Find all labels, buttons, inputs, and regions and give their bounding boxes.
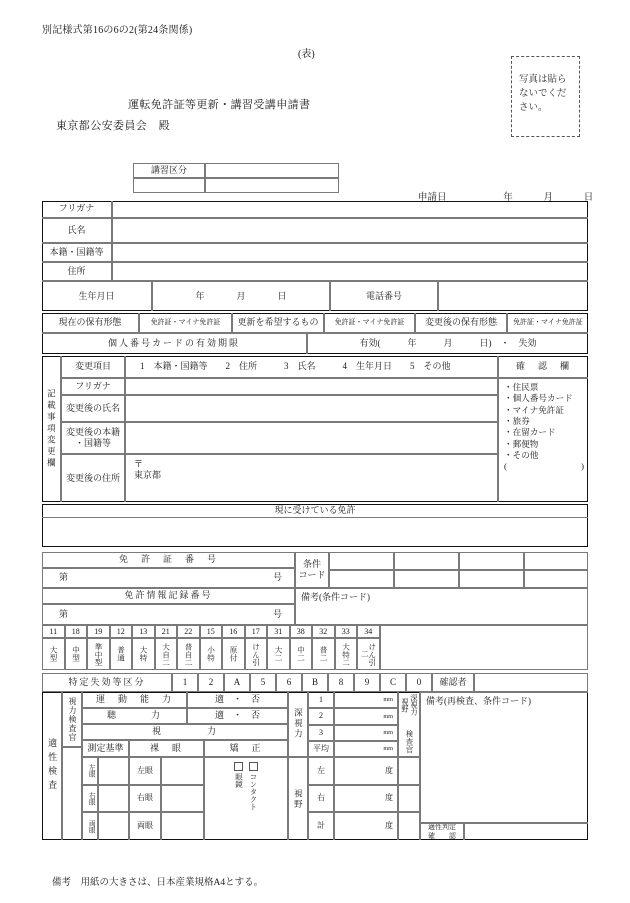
license-code-name[interactable]	[335, 638, 358, 670]
photo-placeholder: 写真は貼らないでください。	[511, 56, 580, 137]
license-code-name-text: 普自二	[184, 642, 194, 666]
license-code-name-text: 大特	[139, 646, 149, 662]
hearing-value[interactable]: 適 ・ 否	[187, 708, 288, 724]
lapse-category-label: 特定失効等区分	[42, 673, 172, 692]
license-code-name-text: 中型	[71, 646, 81, 662]
license-code-number: 17	[245, 625, 268, 638]
hearing-label: 聴 力	[82, 708, 187, 724]
license-code-name[interactable]	[110, 638, 133, 670]
license-code-blank-area[interactable]	[380, 625, 589, 670]
lapse-category-value[interactable]: 1	[172, 673, 198, 692]
phone-label: 電話番号	[330, 281, 438, 311]
field-row-unit: 度	[385, 793, 393, 803]
license-code-number: 21	[155, 625, 178, 638]
license-code-name-text: 普通	[116, 646, 126, 662]
vision-examiner-text: 視力検査官	[68, 696, 77, 742]
license-code-number: 32	[312, 625, 335, 638]
name-label: 氏名	[42, 218, 112, 243]
postal-mark: 〒	[134, 459, 144, 469]
condition-code-cell-6[interactable]	[394, 570, 459, 588]
license-code-number: 11	[42, 625, 65, 638]
confirmer-label: 確認者	[432, 673, 474, 692]
license-code-number: 38	[290, 625, 313, 638]
renew-wish-label: 更新を希望するもの	[232, 313, 324, 333]
aptitude-remarks[interactable]: 備考(再検査、条件コード)	[420, 692, 588, 823]
confirmer-input[interactable]	[474, 673, 588, 692]
license-code-number: 16	[222, 625, 245, 638]
change-section-vertical-text: 記載事項変更欄	[46, 388, 57, 470]
addressee: 東京都公安委員会 殿	[56, 120, 170, 132]
corrected-eye-label: 矯 正	[204, 740, 288, 757]
condition-code-line1: 条件	[302, 558, 321, 569]
depth-row-value[interactable]	[334, 741, 398, 757]
aptitude-judgement-label	[420, 823, 464, 840]
depth-row-label: 平均	[308, 741, 334, 757]
naked-eye-row-label: 両眼	[129, 812, 161, 840]
license-code-name-text: 普二	[319, 646, 329, 662]
condition-code-cell-2[interactable]	[394, 552, 459, 570]
birth-month: 月	[236, 290, 246, 301]
naked-eye-row-label: 右眼	[129, 785, 161, 813]
condition-code-cell-4[interactable]	[524, 552, 588, 570]
vision-aid-checkboxes[interactable]	[204, 757, 288, 840]
visual-field-label	[288, 757, 308, 840]
vision-label: 視 力	[82, 724, 288, 740]
lapse-category-value[interactable]: 0	[406, 673, 432, 692]
after-change-holding-value[interactable]: 免許証・マイナ免許証	[507, 313, 588, 333]
lapse-category-value[interactable]: 5	[250, 673, 276, 692]
address-label: 住所	[42, 262, 112, 281]
motor-ability-value[interactable]: 適 ・ 否	[187, 692, 288, 708]
depth-field-examiner-line1: 深視力	[410, 694, 418, 716]
confirm-paren-close: )	[581, 461, 584, 472]
confirm-paren-open: (	[504, 461, 507, 472]
aptitude-vertical-label	[42, 692, 62, 840]
field-row-value[interactable]	[334, 812, 398, 840]
condition-code-label	[295, 552, 329, 588]
motor-ability-label: 運 動 能 力	[82, 692, 187, 708]
lapse-category-value[interactable]: B	[302, 673, 328, 692]
field-row-value[interactable]	[334, 785, 398, 813]
current-holding-label: 現在の保有形態	[42, 313, 139, 333]
standard-eye-label	[82, 812, 98, 840]
field-row-label: 左	[308, 757, 334, 785]
course-category-label: 講習区分	[133, 163, 205, 178]
measure-standard-label: 測定基準	[82, 740, 129, 757]
change-furigana-input[interactable]	[125, 378, 498, 395]
condition-code-cell-3[interactable]	[459, 552, 524, 570]
license-number-label: 免 許 証 番 号	[42, 552, 295, 568]
change-furigana-label: フリガナ	[61, 378, 125, 395]
course-category-sub-right[interactable]	[205, 178, 339, 193]
license-code-number: 15	[200, 625, 223, 638]
standard-eye-label-text: 両眼	[87, 819, 95, 834]
confirm-item-juminhyo: ・住民票	[504, 382, 539, 392]
contact-label: コンタクト	[248, 773, 258, 811]
license-code-name-text: 小特	[206, 646, 216, 662]
standard-eye-value[interactable]	[98, 757, 129, 785]
condition-code-cell-5[interactable]	[329, 570, 394, 588]
change-new-address-input[interactable]	[125, 454, 498, 502]
change-new-name-input[interactable]	[125, 395, 498, 422]
visual-field-text: 視野	[293, 788, 304, 810]
address-input[interactable]	[112, 262, 588, 281]
confirm-item-residence-card: ・在留カード	[504, 427, 556, 438]
license-code-number: 18	[65, 625, 88, 638]
vision-examiner-label	[62, 692, 82, 747]
standard-eye-value[interactable]	[98, 812, 129, 840]
page-title: 運転免許証等更新・講習受講申請書	[128, 99, 311, 111]
aptitude-judgement-line2: 確 認	[428, 832, 456, 840]
license-number-suffix: 号	[272, 572, 282, 583]
license-code-name[interactable]	[245, 638, 268, 670]
course-category-value[interactable]	[205, 163, 339, 178]
apply-date-day: 日	[583, 193, 594, 203]
naked-eye-row-value[interactable]	[161, 785, 204, 813]
license-code-name[interactable]	[132, 638, 155, 670]
depth-vision-text: 深視力	[293, 708, 304, 740]
honseki-input[interactable]	[112, 243, 588, 262]
birth-day: 日	[277, 290, 287, 301]
name-input[interactable]	[112, 218, 588, 243]
depth-row-unit: mm	[383, 728, 393, 736]
confirm-items-list[interactable]	[498, 378, 588, 502]
honseki-label: 本籍・国籍等	[42, 243, 112, 262]
confirm-other-parens	[504, 461, 588, 472]
license-code-name-text: 大特二	[341, 642, 351, 666]
renew-wish-value[interactable]: 免許証・マイナ免許証	[324, 313, 415, 333]
field-examiner-input[interactable]	[398, 757, 420, 785]
depth-row-unit: mm	[383, 745, 393, 752]
license-code-number: 12	[110, 625, 133, 638]
naked-eye-row-label: 左眼	[129, 757, 161, 785]
license-code-name[interactable]	[177, 638, 200, 670]
field-row-label: 計	[308, 812, 334, 840]
apply-date-year: 年	[503, 193, 513, 203]
change-item-label: 変更項目	[61, 356, 125, 378]
depth-row-label: 3	[308, 725, 334, 741]
license-code-name[interactable]	[87, 638, 110, 670]
license-code-name-text: けん引	[251, 642, 261, 666]
license-code-number: 34	[357, 625, 380, 638]
depth-field-examiner-label	[398, 692, 420, 757]
license-code-number: 13	[132, 625, 155, 638]
aptitude-judgement-input[interactable]	[464, 823, 588, 840]
current-holding-value[interactable]: 免許証・マイナ免許証	[139, 313, 232, 333]
confirm-item-mynumber-card: ・個人番号カード	[504, 393, 573, 404]
field-examiner-input[interactable]	[398, 785, 420, 813]
license-code-name[interactable]	[42, 638, 65, 670]
confirm-item-mail: ・郵便物	[504, 438, 539, 449]
license-code-name[interactable]	[357, 638, 380, 670]
license-code-name-text: 大型	[49, 646, 59, 662]
change-new-honseki-line1: 変更後の本籍	[65, 426, 120, 437]
depth-row-label: 2	[308, 708, 334, 724]
license-number-prefix: 第	[59, 572, 69, 583]
depth-vision-label	[288, 692, 308, 757]
license-code-name-text: 中二	[296, 646, 306, 662]
course-category-sub-left[interactable]	[133, 178, 205, 193]
license-code-name[interactable]	[65, 638, 88, 670]
license-code-number: 31	[267, 625, 290, 638]
depth-row-value[interactable]	[334, 725, 398, 741]
license-code-name[interactable]	[267, 638, 290, 670]
mynumber-expiry-value[interactable]: 有効( 年 月 日) ・ 失効	[307, 333, 588, 354]
phone-input[interactable]	[438, 281, 588, 311]
aptitude-vertical-text: 適性検査	[47, 738, 58, 794]
license-record-prefix: 第	[59, 608, 69, 619]
lapse-category-value[interactable]: 8	[328, 673, 354, 692]
license-code-name[interactable]	[200, 638, 223, 670]
confirm-item-other: ・その他	[504, 450, 539, 461]
depth-field-examiner-line2: 視野	[401, 697, 409, 712]
license-code-name-text: 原付	[229, 646, 239, 662]
field-row-value[interactable]	[334, 757, 398, 785]
license-code-name[interactable]	[222, 638, 245, 670]
standard-eye-label-text: 左眼	[87, 764, 95, 778]
change-new-honseki-input[interactable]	[125, 422, 498, 454]
condition-code-remarks[interactable]: 備考(条件コード)	[295, 588, 588, 625]
depth-row-value[interactable]	[334, 708, 398, 724]
condition-code-cell-8[interactable]	[524, 570, 588, 588]
standard-eye-label-text: 右眼	[87, 791, 95, 805]
condition-code-cell-7[interactable]	[459, 570, 524, 588]
glasses-label: 眼鏡	[234, 773, 244, 788]
lapse-category-value[interactable]: C	[380, 673, 406, 692]
face-mark: (表)	[298, 49, 315, 60]
change-new-name-label: 変更後の氏名	[61, 395, 125, 422]
confirm-item-passport: ・旅券	[504, 416, 530, 427]
depth-field-examiner-line3: 検査官	[405, 730, 414, 755]
birthdate-input[interactable]	[152, 281, 330, 311]
field-row-label: 右	[308, 785, 334, 813]
confirm-column-label: 確 認 欄	[498, 356, 588, 378]
license-code-name-text: 大二	[274, 646, 284, 662]
depth-row-unit: mm	[383, 712, 393, 720]
license-code-number: 22	[177, 625, 200, 638]
lapse-category-value[interactable]: A	[224, 673, 250, 692]
apply-date-month: 月	[543, 193, 554, 203]
naked-eye-row-value[interactable]	[161, 812, 204, 840]
contact-checkbox-group[interactable]	[249, 762, 258, 811]
field-row-unit: 度	[385, 821, 393, 831]
vision-examiner-input[interactable]	[62, 747, 82, 840]
furigana-label: フリガナ	[42, 201, 112, 218]
apply-date-label: 申請日	[418, 193, 447, 203]
lapse-category-value[interactable]: 2	[198, 673, 224, 692]
lapse-category-value[interactable]: 9	[354, 673, 380, 692]
license-code-name-text: 大自二	[161, 642, 171, 666]
current-licenses-title: 現に受けている免許	[42, 504, 588, 518]
current-licenses-input[interactable]	[42, 518, 588, 547]
footer-note: 備考 用紙の大きさは、日本産業規格A4とする。	[52, 878, 264, 888]
depth-row-unit: mm	[383, 695, 393, 703]
license-code-number: 33	[335, 625, 358, 638]
license-record-number-input[interactable]	[42, 604, 295, 625]
prefecture-prefill: 東京都	[134, 470, 162, 481]
birth-year: 年	[195, 290, 205, 301]
field-examiner-input[interactable]	[398, 812, 420, 840]
field-row-unit: 度	[385, 765, 393, 775]
standard-eye-label	[82, 757, 98, 785]
naked-eye-row-value[interactable]	[161, 757, 204, 785]
license-record-number-label: 免許情報記録番号	[42, 588, 295, 604]
mynumber-expiry-label: 個人番号カードの有効期限	[42, 333, 307, 354]
license-code-name-text: けん引二	[360, 642, 377, 666]
condition-code-cell-1[interactable]	[329, 552, 394, 570]
condition-code-line2: コード	[298, 570, 326, 580]
license-code-name[interactable]	[155, 638, 178, 670]
naked-eye-label: 裸 眼	[129, 740, 204, 757]
after-change-holding-label: 変更後の保有形態	[415, 313, 507, 333]
license-code-name[interactable]	[312, 638, 335, 670]
change-new-address-label: 変更後の住所	[61, 454, 125, 502]
lapse-category-value[interactable]: 6	[276, 673, 302, 692]
contact-checkbox-icon[interactable]	[249, 762, 258, 771]
glasses-checkbox-group[interactable]	[234, 762, 243, 788]
license-code-name-text: 準中型	[94, 642, 104, 666]
change-item-options[interactable]: 1 本籍・国籍等 2 住所 3 氏名 4 生年月日 5 その他	[125, 356, 498, 378]
form-code: 別記様式第16の6の2(第24条関係)	[42, 25, 193, 36]
license-number-input[interactable]	[42, 568, 295, 588]
standard-eye-value[interactable]	[98, 785, 129, 813]
furigana-input[interactable]	[112, 201, 588, 218]
depth-row-label: 1	[308, 692, 334, 708]
change-new-honseki-label	[61, 422, 125, 454]
birthdate-label: 生年月日	[42, 281, 152, 311]
glasses-checkbox-icon[interactable]	[234, 762, 243, 771]
license-code-name[interactable]	[290, 638, 313, 670]
confirm-item-myna-license: ・マイナ免許証	[504, 404, 564, 415]
change-section-vertical-label	[42, 356, 61, 502]
aptitude-judgement-line1: 適性判定	[428, 823, 456, 832]
standard-eye-label	[82, 785, 98, 813]
change-new-honseki-line2: ・国籍等	[74, 438, 111, 448]
depth-row-value[interactable]	[334, 692, 398, 708]
license-code-number: 19	[87, 625, 110, 638]
license-record-suffix: 号	[272, 608, 282, 619]
